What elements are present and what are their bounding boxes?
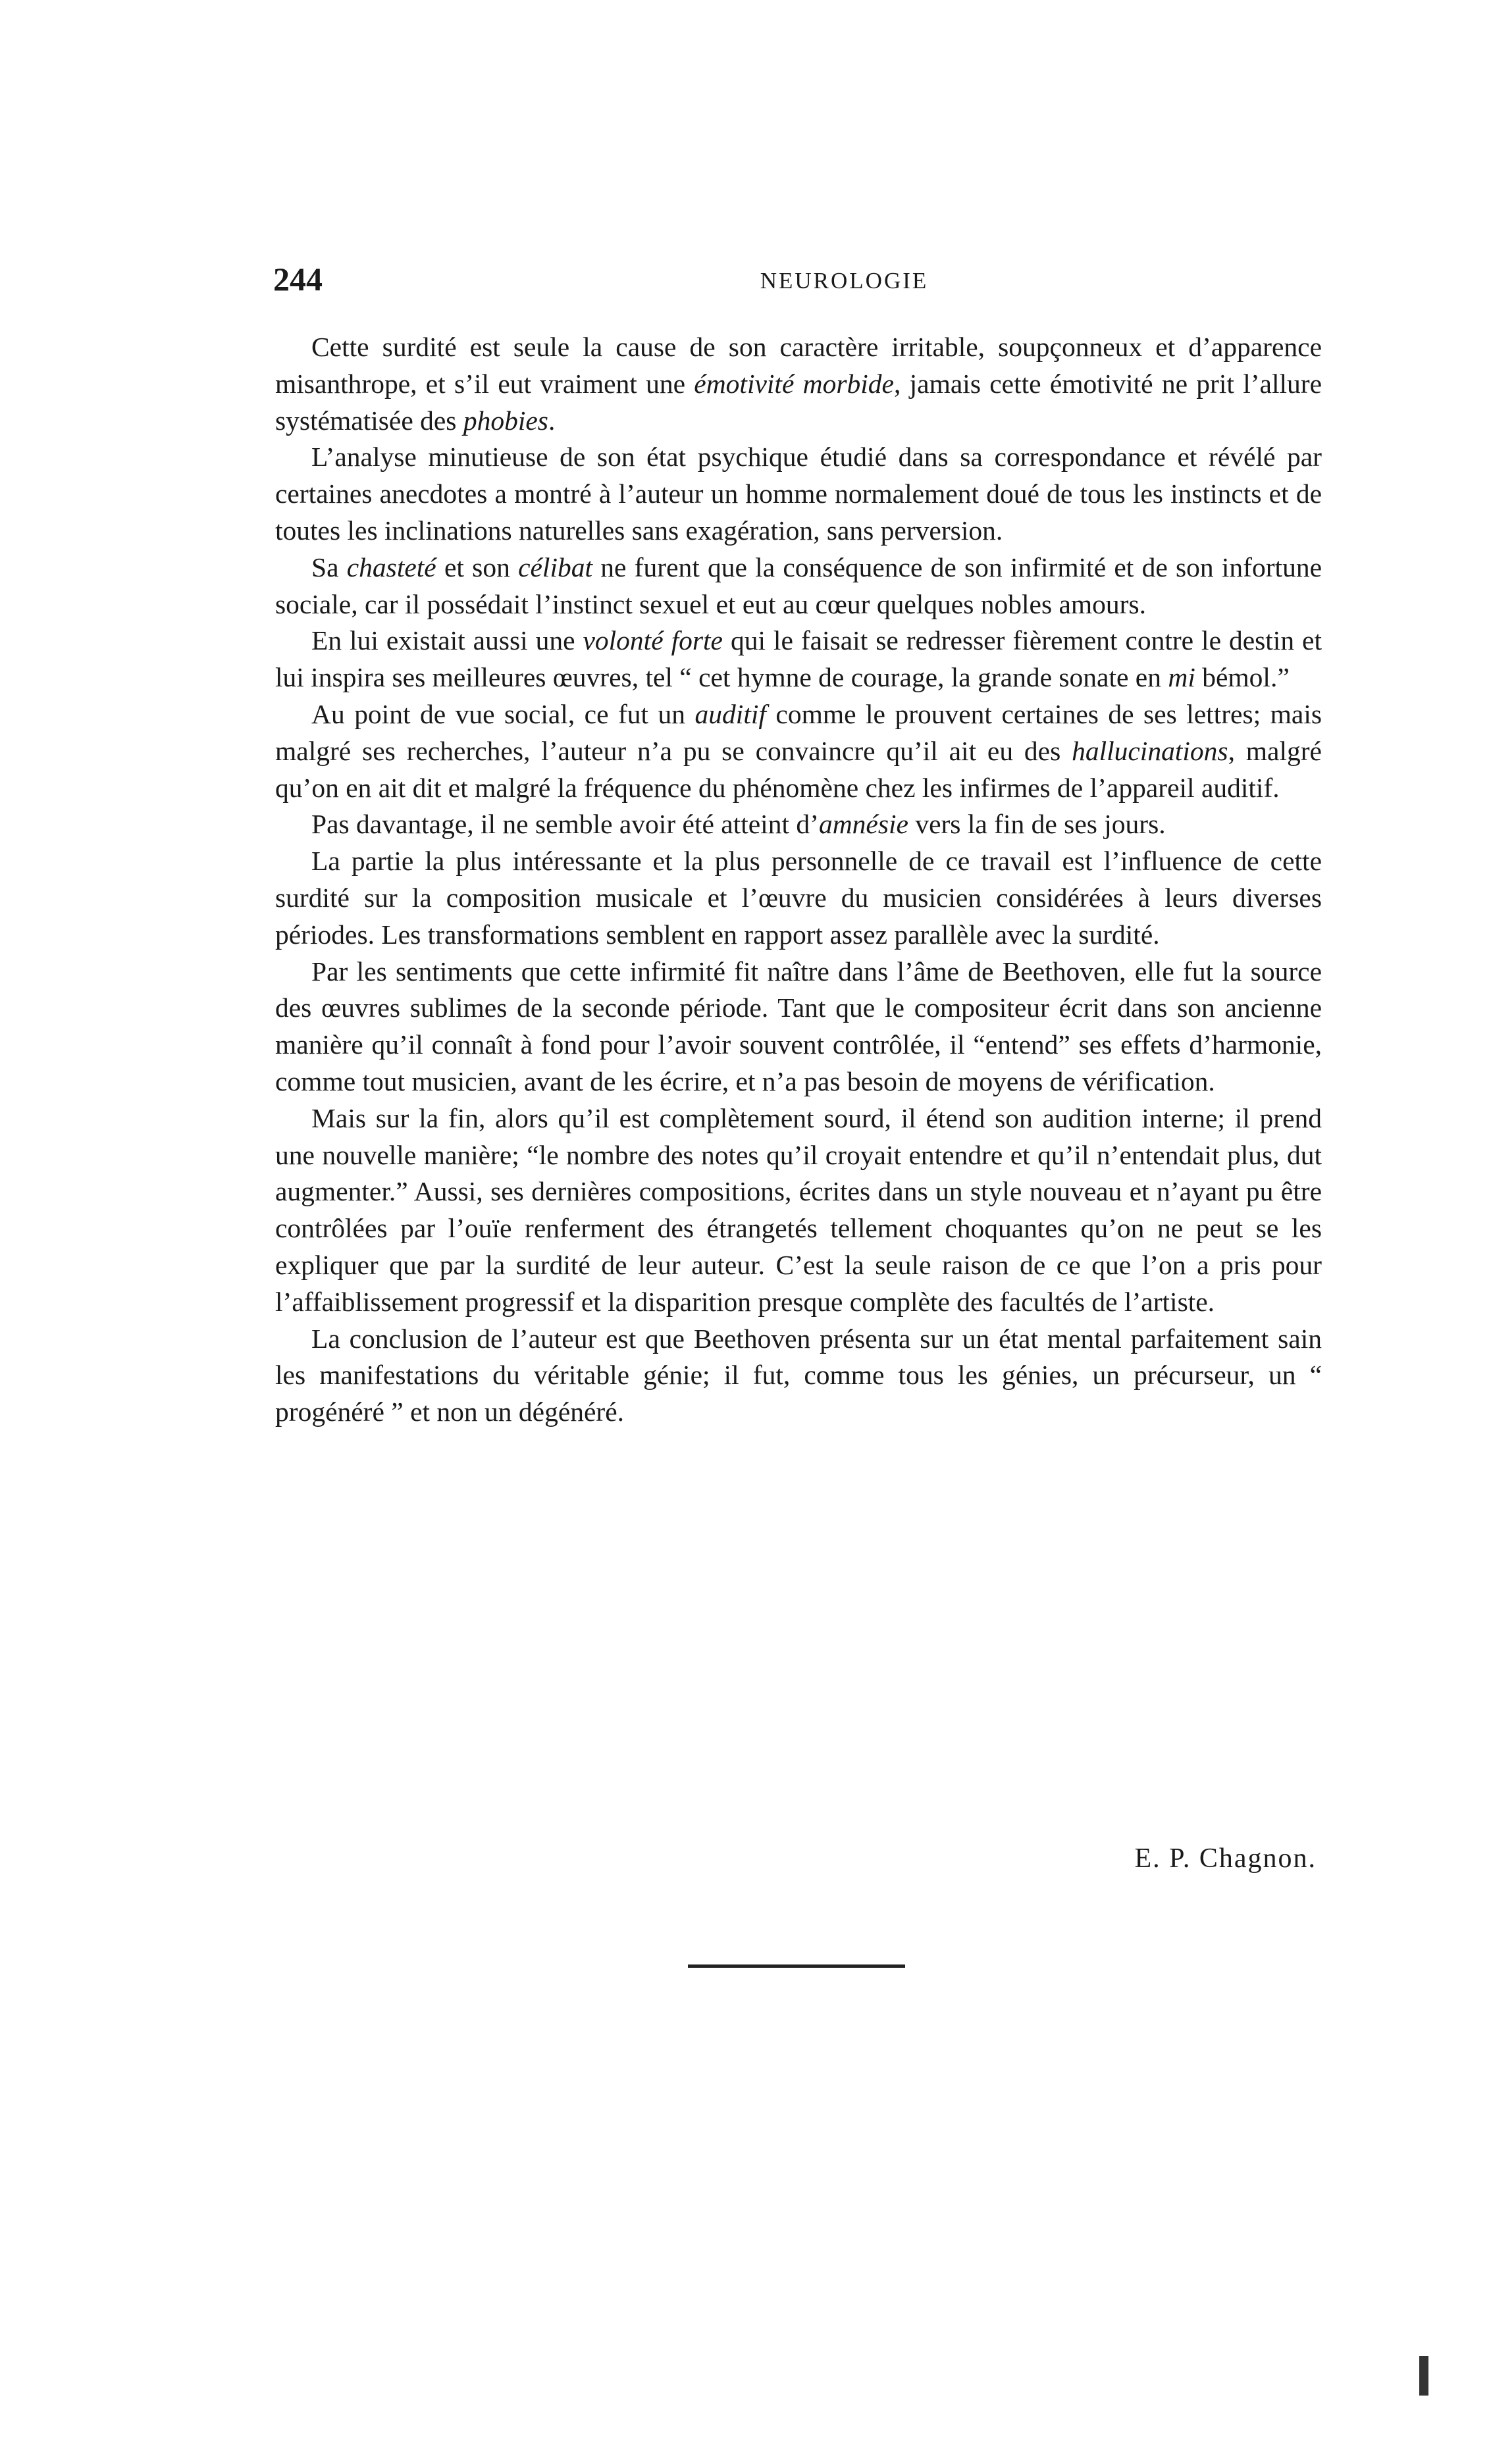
text-run: vers la fin de ses jours. xyxy=(908,809,1166,840)
italic-text: hallucinations xyxy=(1072,735,1228,766)
end-rule xyxy=(688,1964,905,1968)
text-run: La partie la plus intéressante et la plus personnelle de ce travail est l’influence de cette surdité sur la composition musicale et l’œuvre du musicien considérées à leurs diverses périodes. Les transformations semblent en rapport assez parallèle avec la surdité. xyxy=(275,846,1322,950)
body-text xyxy=(275,329,1322,1431)
paragraph xyxy=(275,806,1322,843)
italic-text: mi xyxy=(1168,662,1195,693)
text-run: qui le faisait se redresser fièrement contre le destin et lui inspira ses meilleures œuvres, tel “ cet hymne de courage, la grande sonate en xyxy=(275,625,1322,693)
paragraph xyxy=(275,696,1322,806)
text-run: ne furent que la conséquence de son infirmité et de son infortune sociale, car il possédait l’instinct sexuel et eut au cœur quelques nobles amours. xyxy=(275,552,1322,619)
paragraph xyxy=(275,954,1322,1100)
text-run: Par les sentiments que cette infirmité fit naître dans l’âme de Beethoven, elle fut la source des œuvres sublimes de la seconde période. Tant que le compositeur écrit dans son ancienne manière qu’il connaît à fond pour l’avoir souvent contrôlée, il “entend” ses effets d’harmonie, comme tout musicien, avant de les écrire, et n’a pas besoin de moyens de vérification. xyxy=(275,956,1322,1096)
text-run: , malgré qu’on en ait dit et malgré la fréquence du phénomène chez les infirmes de l’appareil auditif. xyxy=(275,735,1322,803)
text-run: Pas davantage, il ne semble avoir été atteint d’ xyxy=(311,809,819,840)
text-run: , jamais cette émotivité ne prit l’allure systématisée des xyxy=(275,368,1322,436)
running-title: NEUROLOGIE xyxy=(760,268,929,294)
paragraph xyxy=(275,439,1322,549)
paragraph xyxy=(275,1100,1322,1321)
italic-text: chasteté xyxy=(346,552,436,582)
page-number: 244 xyxy=(273,261,323,297)
paragraph xyxy=(275,843,1322,953)
text-run: En lui existait aussi une xyxy=(311,625,583,656)
italic-text: émotivité morbide xyxy=(694,368,894,399)
paragraph xyxy=(275,623,1322,696)
text-run: Sa xyxy=(311,552,347,582)
paragraph xyxy=(275,1321,1322,1431)
italic-text: auditif xyxy=(694,698,766,729)
italic-text: célibat xyxy=(518,552,593,582)
text-run: Au point de vue social, ce fut un xyxy=(311,698,695,729)
text-run: La conclusion de l’auteur est que Beethoven présenta sur un état mental parfaitement sain les manifestations du véritable génie; il fut, comme tous les génies, un précurseur, un “ progénéré ” et non un dégénéré. xyxy=(275,1323,1322,1427)
text-run: L’analyse minutieuse de son état psychique étudié dans sa correspondance et révélé par certaines anecdotes a montré à l’auteur un homme normalement doué de tous les instincts et de toutes les inclinations naturelles sans exagération, sans perversion. xyxy=(275,442,1322,546)
paragraph xyxy=(275,329,1322,439)
italic-text: amnésie xyxy=(818,809,908,840)
text-run: bémol.” xyxy=(1195,662,1290,693)
text-run: . xyxy=(548,405,556,436)
italic-text: volonté forte xyxy=(583,625,723,656)
italic-text: phobies xyxy=(463,405,548,436)
page-header xyxy=(273,260,1317,313)
paragraph xyxy=(275,550,1322,623)
margin-mark xyxy=(1419,2356,1428,2396)
text-run: Cette surdité est seule la cause de son caractère irritable, soupçonneux et d’apparence misanthrope, et s’il eut vraiment une xyxy=(275,332,1322,399)
text-run: comme le prouvent certaines de ses lettres; mais malgré ses recherches, l’auteur n’a pu se convaincre qu’il ait eu des xyxy=(275,698,1322,766)
text-run: Mais sur la fin, alors qu’il est complètement sourd, il étend son audition interne; il prend une nouvelle manière; “le nombre des notes qu’il croyait entendre et qu’il n’entendait plus, dut augmenter.” Aussi, ses dernières compositions, écrites dans un style nouveau et n’ayant pu être contrôlées par l’ouïe renferment des étrangetés tellement choquantes qu’on ne peut se les expliquer que par la surdité de leur auteur. C’est la seule raison de ce que l’on a pris pour l’affaiblissement progressif et la disparition presque complète des facultés de l’artiste. xyxy=(275,1102,1322,1317)
author-signature: E. P. Chagnon. xyxy=(1134,1843,1317,1874)
text-run: et son xyxy=(436,552,519,582)
